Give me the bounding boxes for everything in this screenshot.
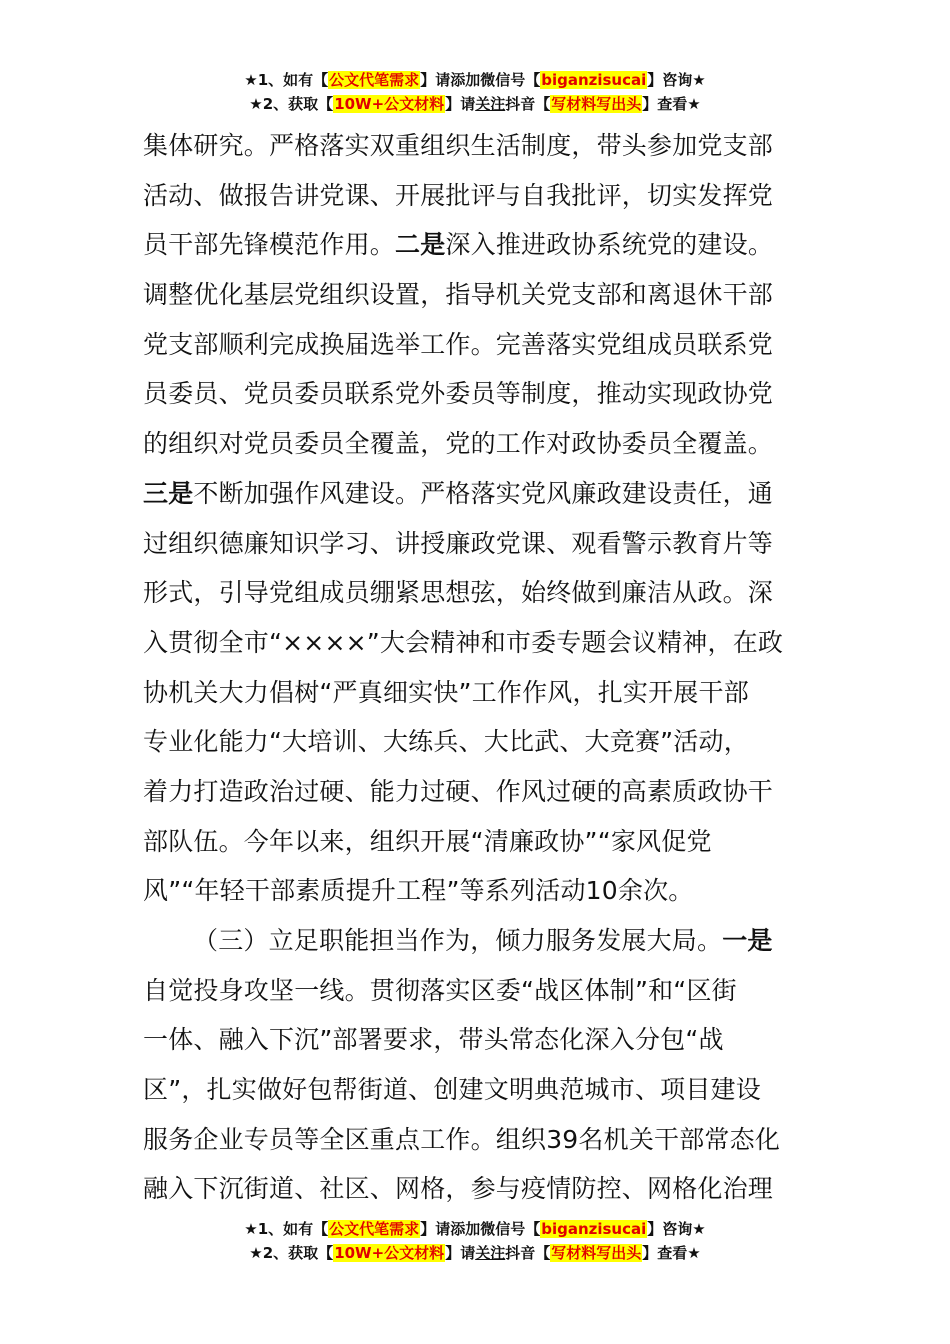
promo-highlight: 公文代笔需求 (329, 71, 420, 89)
text-line (143, 369, 811, 419)
text-line (143, 220, 811, 270)
text-line (143, 1065, 811, 1115)
promo-text: 】查看★ (642, 95, 701, 113)
promo-underline: 关注 (475, 95, 506, 113)
promo-text: ★2、获取【 (249, 95, 334, 113)
line-text: 融入下沉街道、社区、网格，参与疫情防控、网格化治理 (143, 1174, 774, 1204)
text-line (143, 419, 811, 469)
document-body (143, 121, 811, 1214)
promo-text: 】查看★ (642, 1244, 701, 1262)
promo-text: 抖音【 (505, 95, 551, 113)
promo-text: 】请 (445, 1244, 476, 1262)
promo-text: ★1、如有【 (244, 1220, 329, 1238)
text-line (143, 171, 811, 221)
line-text: 着力打造政治过硬、能力过硬、作风过硬的高素质政协干 (143, 776, 774, 806)
text-line (143, 966, 811, 1016)
promo-line-2 (0, 92, 950, 116)
line-text: 党支部顺利完成换届选举工作。完善落实党组成员联系党 (143, 329, 774, 359)
promo-banner-top (0, 68, 950, 116)
line-text: 过组织德廉知识学习、讲授廉政党课、观看警示教育片等 (143, 528, 774, 558)
text-line (143, 717, 811, 767)
bold-marker: 二是 (395, 230, 446, 260)
text-line (143, 568, 811, 618)
text-line (143, 270, 811, 320)
bold-marker: 一是 (722, 926, 773, 955)
line-text: 员委员、党员委员联系党外委员等制度，推动实现政协党 (143, 379, 774, 409)
bold-marker: 三是 (143, 478, 194, 508)
wechat-id-highlight: biganzisucai (541, 1220, 647, 1238)
line-text: 员干部先锋模范作用。 (143, 230, 396, 260)
promo-highlight: 10W+公文材料 (334, 1244, 445, 1262)
line-text: 协机关大力倡树“严真细实快”工作作风，扎实开展干部 (143, 677, 749, 707)
line-text: 一体、融入下沉”部署要求，带头常态化深入分包“战 (143, 1025, 724, 1055)
line-text: 区”，扎实做好包帮街道、创建文明典范城市、项目建设 (143, 1075, 761, 1105)
line-text: 自觉投身攻坚一线。贯彻落实区委“战区体制”和“区街 (143, 975, 737, 1005)
section-heading: （三）立足职能担当作为，倾力服务发展大局。 (193, 926, 723, 955)
line-text: 调整优化基层党组织设置，指导机关党支部和离退休干部 (143, 280, 774, 310)
text-line (143, 618, 811, 668)
section-heading-line (143, 916, 811, 966)
line-text: 入贯彻全市“××××”大会精神和市委专题会议精神，在政 (143, 627, 784, 657)
line-text: 集体研究。严格落实双重组织生活制度，带头参加党支部 (143, 131, 774, 160)
line-text: 不断加强作风建设。严格落实党风廉政建设责任，通 (193, 478, 774, 508)
promo-line-1 (0, 1217, 950, 1241)
text-line (143, 469, 811, 519)
promo-highlight: 公文代笔需求 (329, 1220, 420, 1238)
promo-highlight: 10W+公文材料 (334, 95, 445, 113)
text-line (143, 1115, 811, 1165)
promo-text: 抖音【 (505, 1244, 551, 1262)
douyin-highlight: 写材料写出头 (551, 1244, 642, 1262)
promo-text: 】请添加微信号【 (420, 1220, 541, 1238)
text-line (143, 817, 811, 867)
line-text: 专业化能力“大培训、大练兵、大比武、大竞赛”活动， (143, 727, 749, 757)
promo-text: 】咨询★ (647, 1220, 706, 1238)
line-text: 风”“年轻干部素质提升工程”等系列活动10余次。 (143, 876, 694, 906)
text-line (143, 519, 811, 569)
text-line (143, 121, 811, 171)
text-line (143, 866, 811, 916)
text-line (143, 320, 811, 370)
promo-text: ★1、如有【 (244, 71, 329, 89)
line-text: 形式，引导党组成员绷紧思想弦，始终做到廉洁从政。深 (143, 578, 774, 608)
text-line (143, 767, 811, 817)
line-text: 活动、做报告讲党课、开展批评与自我批评，切实发挥党 (143, 180, 774, 210)
promo-text: ★2、获取【 (249, 1244, 334, 1262)
promo-underline: 关注 (475, 1244, 506, 1262)
line-text: 深入推进政协系统党的建设。 (445, 230, 774, 260)
promo-line-2 (0, 1241, 950, 1265)
douyin-highlight: 写材料写出头 (551, 95, 642, 113)
text-line (143, 1164, 811, 1214)
text-line (143, 1015, 811, 1065)
text-line (143, 668, 811, 718)
promo-text: 】请 (445, 95, 476, 113)
promo-text: 】咨询★ (647, 71, 706, 89)
line-text: 服务企业专员等全区重点工作。组织39名机关干部常态化 (143, 1124, 781, 1154)
line-text: 的组织对党员委员全覆盖，党的工作对政协委员全覆盖。 (143, 429, 774, 459)
line-text: 部队伍。今年以来，组织开展“清廉政协”“家风促党 (143, 826, 712, 856)
wechat-id-highlight: biganzisucai (541, 71, 647, 89)
promo-text: 】请添加微信号【 (420, 71, 541, 89)
promo-banner-bottom (0, 1217, 950, 1265)
promo-line-1 (0, 68, 950, 92)
